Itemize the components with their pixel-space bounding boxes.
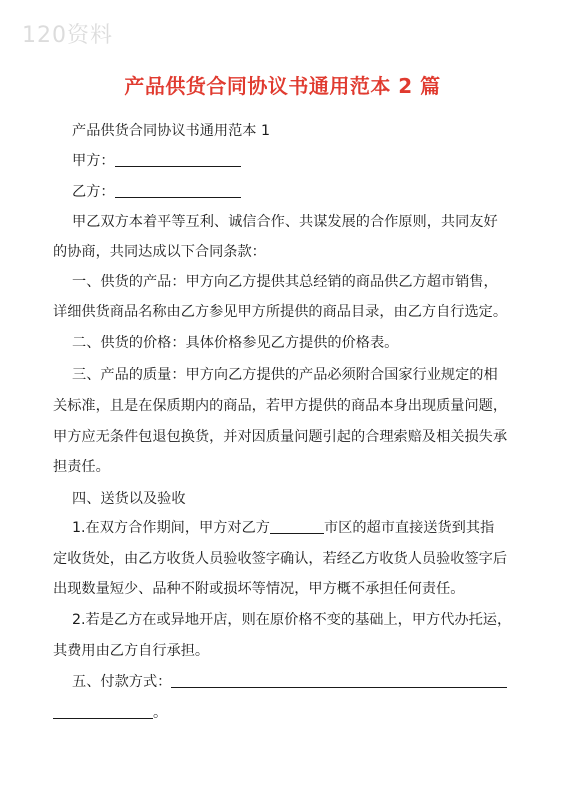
payment-blank-continued: [53, 704, 153, 719]
intro-line-1: 甲乙双方本着平等互利、诚信合作、共谋发展的合作原则，共同友好: [72, 214, 498, 230]
clause-5-line: [72, 672, 507, 692]
party-a-label: 甲方：: [72, 153, 115, 169]
clause-4-line-3: 出现数量短少、品种不附或损坏等情况，甲方概不承担任何责任。: [53, 581, 465, 597]
party-a-blank: [115, 152, 241, 167]
clause-5-label: 五、付款方式：: [72, 674, 172, 690]
party-b-label: 乙方：: [72, 184, 115, 200]
party-a-line: [72, 151, 241, 171]
city-blank: [270, 519, 324, 534]
clause-4-line-1-start: 1.在双方合作期间，甲方对乙方: [72, 520, 270, 536]
clause-4-line-4: 2.若是乙方在或异地开店，则在原价格不变的基础上，甲方代办托运，: [72, 612, 512, 628]
clause-3-line-3: 甲方应无条件包退包换货，并对因质量问题引起的合理索赔及相关损失承: [53, 429, 508, 445]
clause-4-line-1-end: 市区的超市直接送货到其指: [323, 520, 495, 536]
clause-3-line-2: 关标准，且是在保质期内的商品，若甲方提供的商品本身出现质量问题，: [53, 398, 508, 414]
clause-2: 二、供货的价格：具体价格参见乙方提供的价格表。: [72, 335, 399, 351]
clause-1-line-1: 一、供货的产品：甲方向乙方提供其总经销的商品供乙方超市销售，: [72, 274, 498, 290]
intro-line-2: 的协商，共同达成以下合同条款：: [53, 244, 266, 260]
clause-3-line-1: 三、产品的质量：甲方向乙方提供的产品必须附合国家行业规定的相: [72, 367, 498, 383]
clause-5-continuation: [53, 703, 167, 723]
clause-4-line-1: [72, 518, 494, 538]
clause-4-line-2: 定收货处，由乙方收货人员验收签字确认，若经乙方收货人员验收签字后: [53, 551, 508, 567]
clause-3-line-4: 担责任。: [53, 459, 110, 475]
clause-1-line-2: 详细供货商品名称由乙方参见甲方所提供的商品目录，由乙方自行选定。: [53, 304, 508, 320]
watermark: 120资料: [22, 23, 113, 48]
party-b-line: [72, 182, 241, 202]
party-b-blank: [115, 183, 241, 198]
clause-4-heading: 四、送货以及验收: [72, 491, 186, 507]
clause-4-line-5: 其费用由乙方自行承担。: [53, 643, 210, 659]
end-mark: 。: [153, 705, 168, 721]
payment-blank: [171, 673, 507, 688]
subtitle: 产品供货合同协议书通用范本 1: [72, 123, 270, 139]
document-title: 产品供货合同协议书通用范本 2 篇: [124, 74, 441, 98]
